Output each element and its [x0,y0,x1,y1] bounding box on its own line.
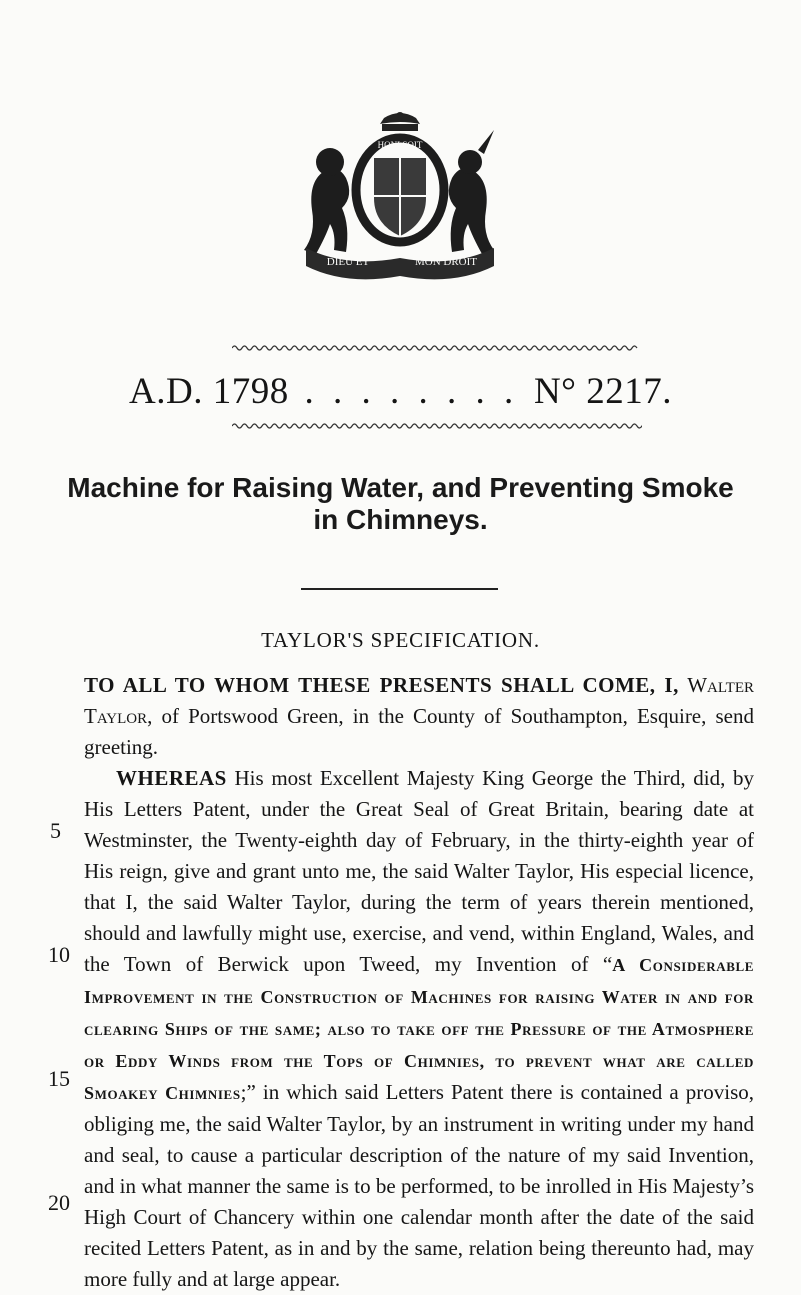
patent-title [0,472,801,536]
line-number-20: 20 [48,1190,70,1215]
invention-title: A Considerable Improvement in the Construction of Machines for raising Water in and for clearing Ships of the same; also to take off the Pressure of the Atmosphere or Eddy Winds from the Tops of Chimnies, to prevent what are called Smoakey Chimnies [84,955,755,1103]
wavy-rule-top [232,344,642,352]
motto-ribbon [306,248,494,279]
whereas-caps: WHEREAS [116,766,227,790]
svg-text:DIEU ET: DIEU ET [326,256,370,268]
whereas-end: ;” in which said Letters Patent there is contained a proviso, obliging me, the said Walter Taylor, by an instrument in writing under my hand and seal, to cause a particular description of the nature of my said Invention, and in what manner the same is to be performed, to be inrolled in His Majesty’s High Court of Chancery within one calendar month after the date of the said recited Letters Patent, as in and by the same, relation being thereunto had, may more fully and at large appear. [84,1080,754,1291]
unicorn-supporter-icon [449,130,494,254]
greeting-opening-caps: TO ALL TO WHOM THESE PRESENTS SHALL COME, I, [84,673,679,697]
specification-body [84,670,754,1295]
line-number-10: 10 [48,942,70,967]
patent-title-line-1: Machine for Raising Water, and Preventing Smoke [67,472,734,503]
svg-text:HONI SOIT: HONI SOIT [377,140,423,150]
svg-text:MON DROIT: MON DROIT [414,256,478,268]
patent-number: N° 2217. [533,371,672,412]
greeting-paragraph [84,670,754,763]
wavy-rule-bottom [232,422,642,430]
crown-icon [380,112,420,131]
line-number-15: 15 [48,1066,70,1091]
leader-dots: . . . . . . . . [304,371,519,412]
greeting-rest: of Portswood Green, in the County of Southampton, Esquire, send greeting. [84,704,754,759]
horizontal-rule [301,588,498,590]
inventor-name: Walter Taylor, [84,673,754,728]
patent-number-line [0,370,801,413]
line-number-5: 5 [50,818,61,843]
shield-icon [356,138,444,242]
patent-title-line-2: in Chimneys. [313,504,488,535]
patent-year: A.D. 1798 [129,371,289,412]
royal-coat-of-arms-icon [286,110,514,282]
specification-heading: TAYLOR'S SPECIFICATION. [261,628,540,652]
whereas-paragraph [84,763,754,1295]
lion-supporter-icon [304,148,349,254]
whereas-text: His most Excellent Majesty King George the Third, did, by His Letters Patent, under the Great Seal of Great Britain, bearing date at Westminster, the Twenty-eighth day of February, in the thirty-eighth year of His reign, give and grant unto me, the said Walter Taylor, His especial licence, that I, the said Walter Taylor, during the term of years therein mentioned, should and lawfully might use, exercise, and vend, within England, Wales, and the Town of Berwick upon Tweed, my Invention of “ [84,766,754,976]
